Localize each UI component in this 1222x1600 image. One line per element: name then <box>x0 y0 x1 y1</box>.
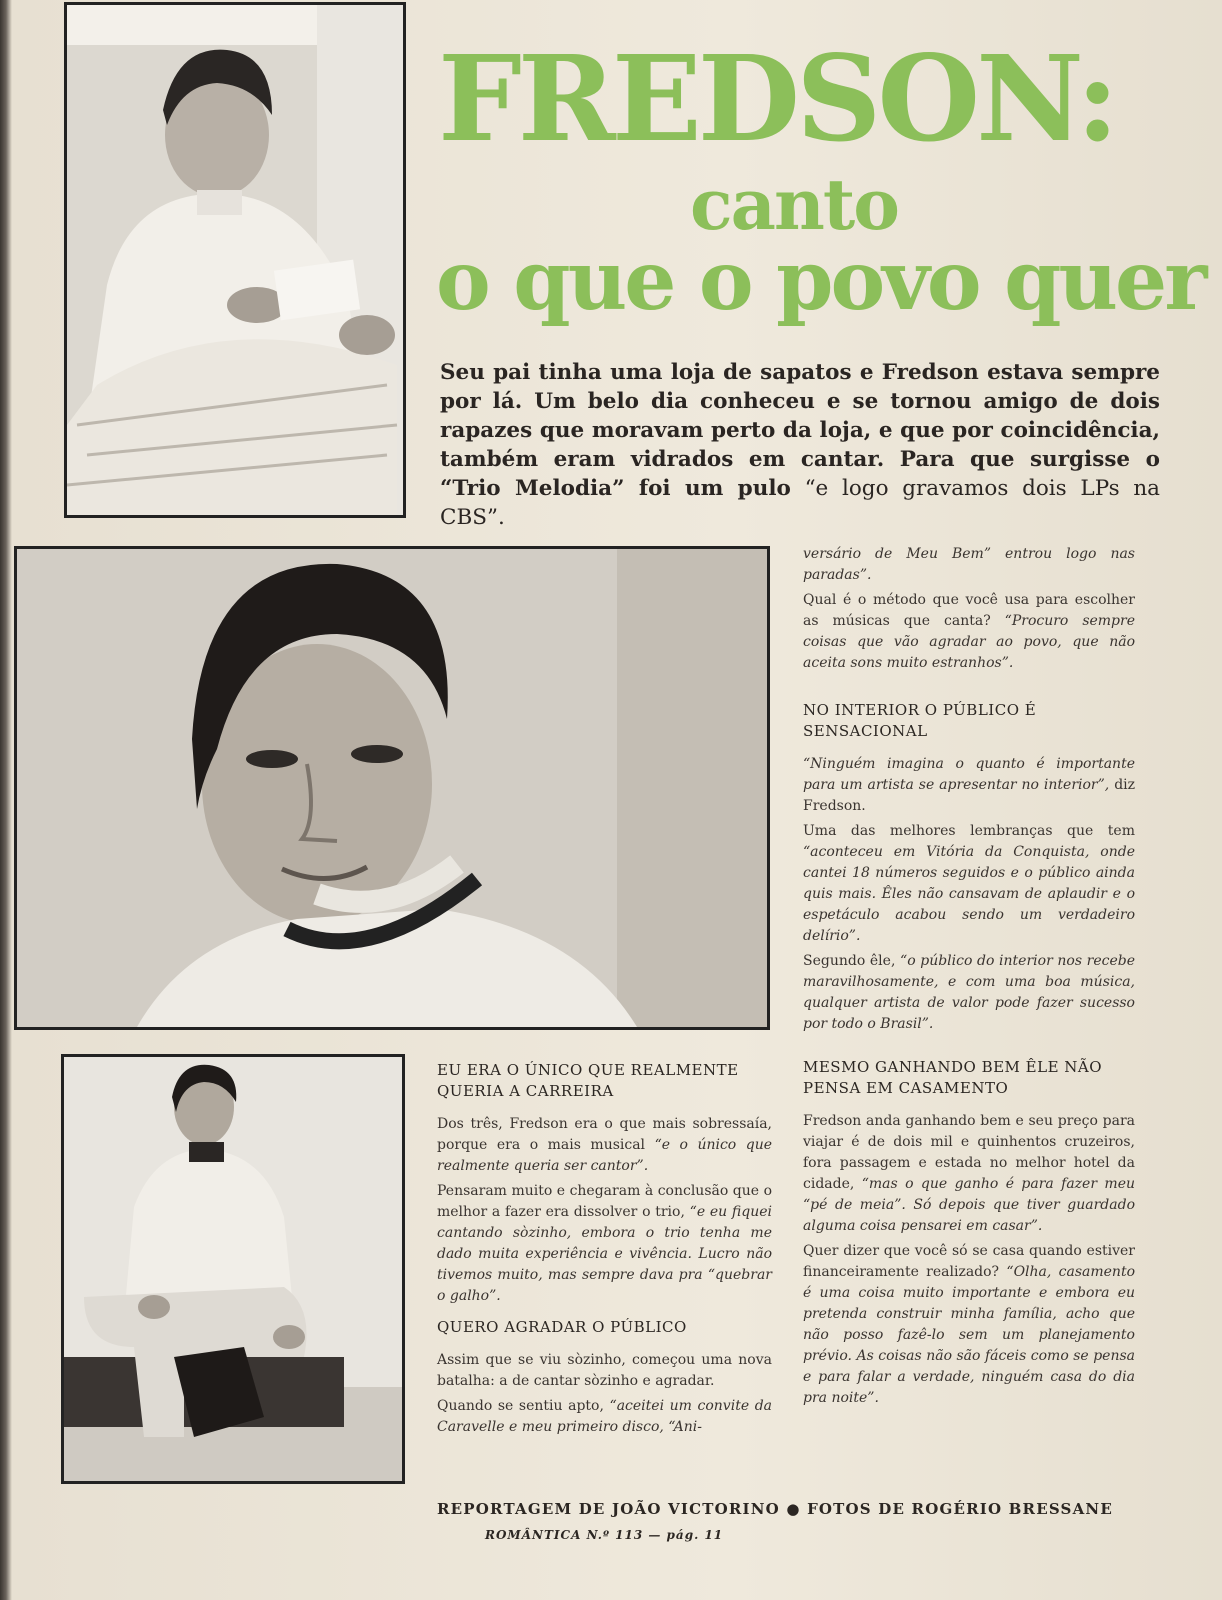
text-span: Quer dizer que você só se casa quando estiver financeiramente realizado? <box>803 1243 1135 1280</box>
headline-title: FREDSON: <box>438 29 1116 168</box>
paragraph <box>437 1396 772 1438</box>
paragraph <box>803 1111 1135 1237</box>
section-heading-interior: NO INTERIOR O PÚBLICO É SENSACIONAL <box>803 701 1037 740</box>
paragraph <box>803 951 1135 1035</box>
section-heading-casamento: MESMO GANHANDO BEM ÊLE NÃO PENSA EM CASAMENTO <box>803 1058 1103 1097</box>
right-column <box>803 544 1135 1413</box>
section-heading-agradar: QUERO AGRADAR O PÚBLICO <box>437 1318 687 1336</box>
text-span: Fredson anda ganhando bem e seu preço para viajar é de dois mil e quinhentos cruzeiros, fora passagem e estada no melhor hotel da cidade, <box>803 1113 1135 1192</box>
middle-column <box>437 1050 772 1442</box>
paragraph <box>437 1114 772 1177</box>
quote-span: “mas o que ganho é para fazer meu “pé de meia”. Só depois que tiver guardado alguma coisa pensarei em casar”. <box>803 1176 1136 1234</box>
text-span: Qual é o método que você usa para escolher as músicas que canta? <box>803 592 1135 629</box>
paragraph: versário de Meu Bem” entrou logo nas paradas”. <box>803 546 1135 583</box>
text-span: Quando se sentiu apto, <box>437 1398 604 1414</box>
quote-span: “aconteceu em Vitória da Conquista, onde cantei 18 números seguidos e o público ainda quis mais. Êles não cansavam de aplaudir e o espetáculo acabou sendo um verdadeiro delírio”. <box>803 844 1135 944</box>
credits-line: REPORTAGEM DE JOÃO VICTORINO ● FOTOS DE ROGÉRIO BRESSANE <box>437 1500 1113 1518</box>
quote-span: “e eu fiquei cantando sòzinho, embora o trio tenha me dado muita experiência e vivência. Lucro não tivemos muito, mas sempre dava pra “quebrar o galho”. <box>437 1204 772 1304</box>
headline-subtitle-line2: o que o povo quer <box>436 233 1205 329</box>
intro-paragraph <box>440 358 1160 532</box>
paragraph: Assim que se viu sòzinho, começou uma nova batalha: a de cantar sòzinho e agradar. <box>437 1352 772 1389</box>
text-span: Uma das melhores lembranças que tem <box>803 823 1135 839</box>
headline-subtitle-line1: canto <box>690 163 898 246</box>
text-span: diz Fredson. <box>803 777 1136 814</box>
quote-span: “e o único que realmente queria ser cantor”. <box>437 1137 773 1174</box>
photo-fredson-portrait <box>14 546 770 1030</box>
text-span: Segundo êle, <box>803 953 896 969</box>
page-footer: ROMÂNTICA N.º 113 — pág. 11 <box>485 1528 724 1542</box>
paragraph <box>803 754 1135 817</box>
quote-span: “Olha, casamento é uma coisa muito importante e embora eu pretenda construir minha família, acho que não posso fazê-lo sem um planejamento prévio. As coisas não são fáceis como se pensa e para falar a verdade, ninguém casa do dia pra noite”. <box>803 1264 1136 1406</box>
quote-span: “aceitei um convite da Caravelle e meu primeiro disco, “Ani- <box>437 1398 773 1435</box>
paragraph <box>437 1181 772 1307</box>
text-span: Pensaram muito e chegaram à conclusão que o melhor a fazer era dissolver o trio, <box>437 1183 772 1220</box>
text-span: Dos três, Fredson era o que mais sobressaía, porque era o mais musical <box>437 1116 772 1153</box>
quote-span: “o público do interior nos recebe maravilhosamente, e com uma boa música, qualquer artista de valor pode fazer sucesso por todo o Brasil”. <box>803 953 1135 1032</box>
paragraph <box>803 590 1135 674</box>
quote-span: “Ninguém imagina o quanto é importante para um artista se apresentar no interior”, <box>803 756 1135 793</box>
quote-span: “Procuro sempre coisas que vão agradar ao povo, que não aceita sons muito estranhos”. <box>803 613 1135 671</box>
intro-quote-text: “e logo gravamos dois LPs na CBS”. <box>440 476 1160 530</box>
section-heading-unico: EU ERA O ÚNICO QUE REALMENTE QUERIA A CARREIRA <box>437 1061 739 1100</box>
photo-fredson-seated <box>61 1054 405 1484</box>
intro-bold-text: Seu pai tinha uma loja de sapatos e Fredson estava sempre por lá. Um belo dia conheceu e se tornou amigo de dois rapazes que moravam perto da loja, e que por coincidência, também eram vidrados em cantar. Para que surgisse o “Trio Melodia” foi um pulo <box>440 360 1160 501</box>
paragraph <box>803 1241 1135 1409</box>
paragraph <box>803 821 1135 947</box>
photo-fredson-with-papers <box>64 2 406 518</box>
